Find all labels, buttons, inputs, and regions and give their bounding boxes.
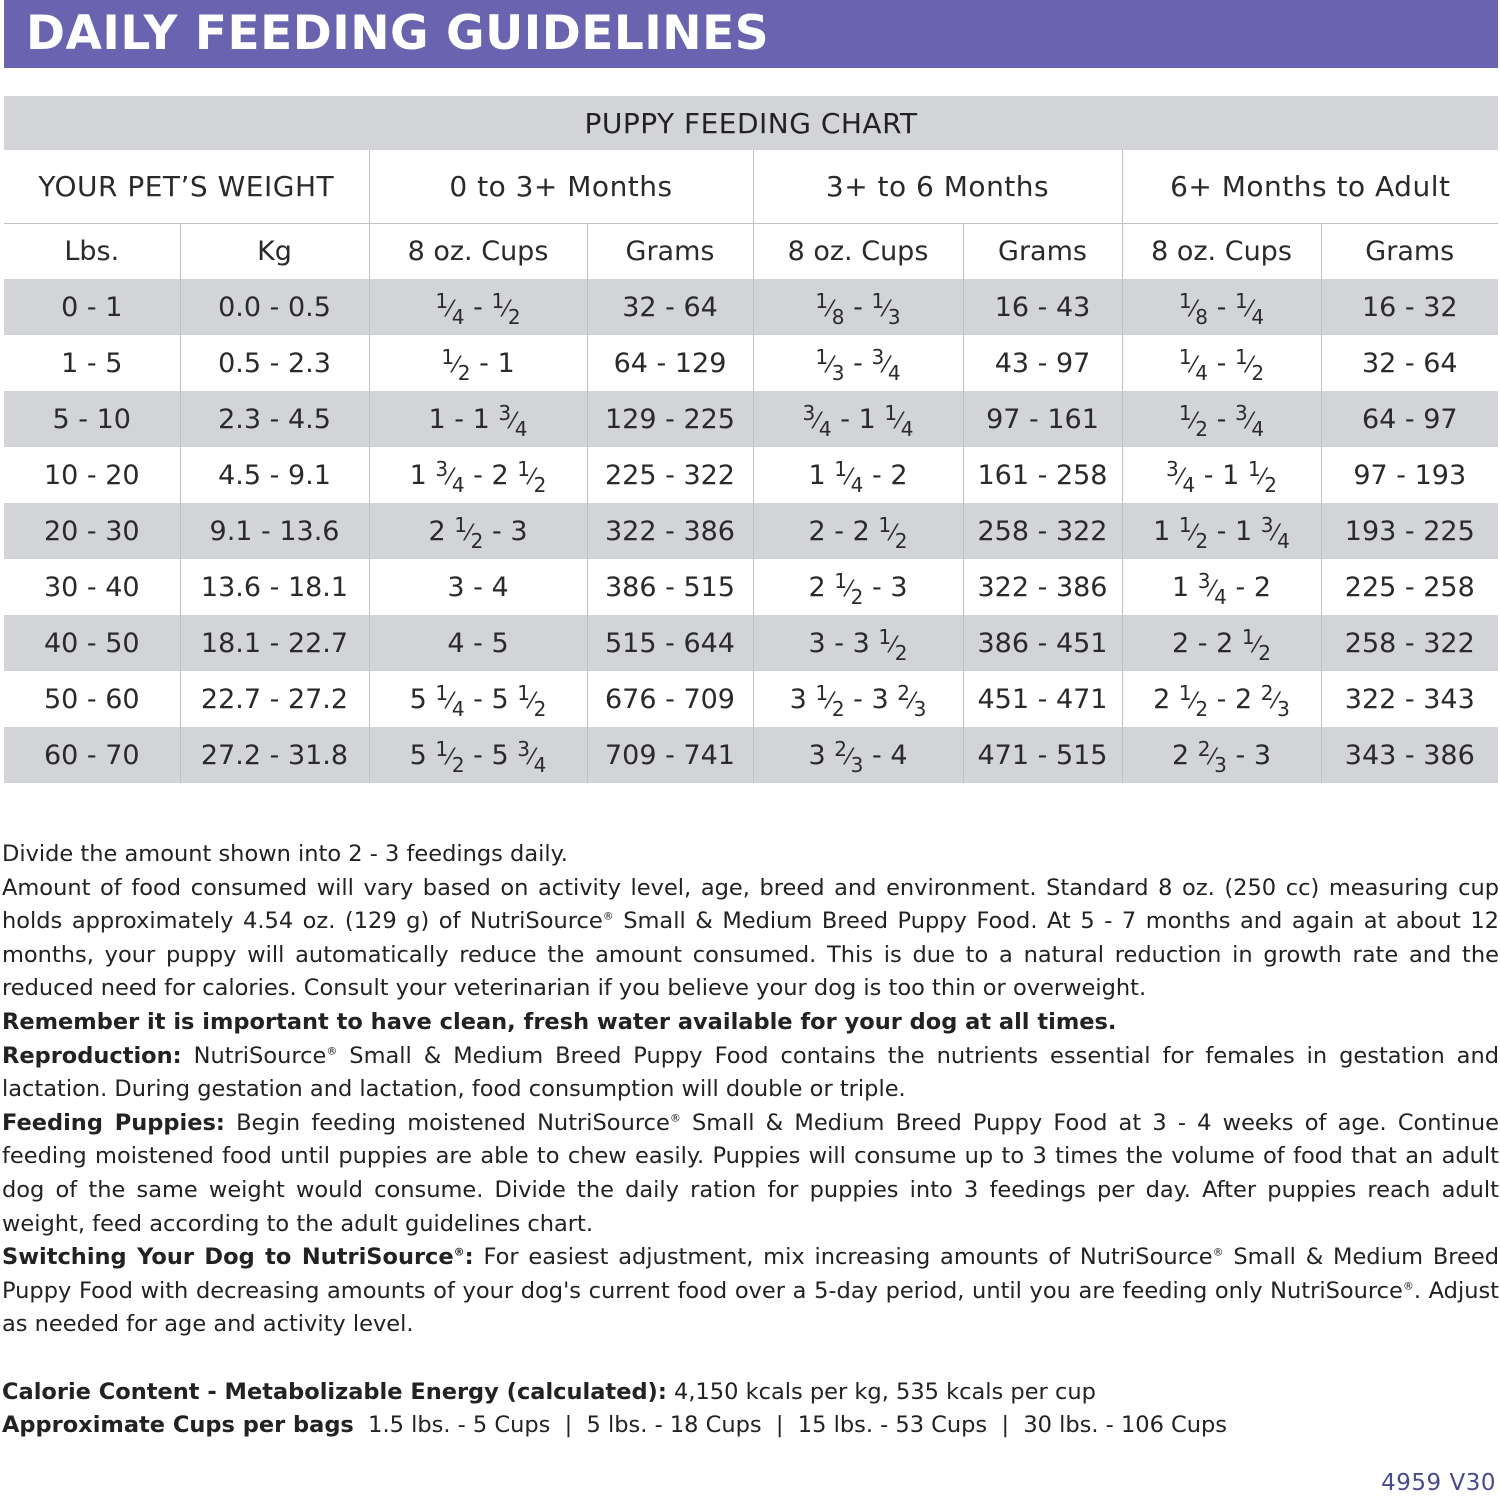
table-cell: 1 - 1 3⁄4 [369, 391, 587, 447]
unit-header: Grams [963, 224, 1122, 280]
table-cell: 3 2⁄3 - 4 [753, 727, 963, 783]
table-cell: 3 - 4 [369, 559, 587, 615]
table-row [4, 671, 1498, 727]
table-cell: 4.5 - 9.1 [180, 447, 369, 503]
table-cell: 97 - 161 [963, 391, 1122, 447]
table-cell: 32 - 64 [1321, 335, 1498, 391]
unit-header: 8 oz. Cups [753, 224, 963, 280]
table-cell: 64 - 97 [1321, 391, 1498, 447]
table-cell: 20 - 30 [4, 503, 180, 559]
table-cell: 5 1⁄2 - 5 3⁄4 [369, 727, 587, 783]
table-row [4, 559, 1498, 615]
table-row [4, 503, 1498, 559]
table-cell: 193 - 225 [1321, 503, 1498, 559]
table-cell: 225 - 322 [587, 447, 753, 503]
unit-header: 8 oz. Cups [1122, 224, 1321, 280]
table-cell: 18.1 - 22.7 [180, 615, 369, 671]
table-cell: 2.3 - 4.5 [180, 391, 369, 447]
table-cell: 322 - 386 [963, 559, 1122, 615]
unit-header: Lbs. [64, 236, 120, 267]
table-cell: 3⁄4 - 1 1⁄4 [753, 391, 963, 447]
table-cell: 5 - 10 [4, 391, 180, 447]
table-cell: 1⁄3 - 3⁄4 [753, 335, 963, 391]
table-cell: 9.1 - 13.6 [180, 503, 369, 559]
table-cell: 32 - 64 [587, 279, 753, 335]
table-cell: 5 1⁄4 - 5 1⁄2 [369, 671, 587, 727]
feeding-notes [2, 838, 1499, 1443]
age-group-header: 6+ Months to Adult [1122, 150, 1498, 224]
table-cell: 1⁄2 - 3⁄4 [1122, 391, 1321, 447]
table-cell: 16 - 43 [963, 279, 1122, 335]
table-row [4, 447, 1498, 503]
note-amount: Amount of food consumed will vary based on activity level, age, breed and environment. Standard 8 oz. (250 cc) measuring cup holds approximately 4.54 oz. (129 g) of NutriSource® Small & Medium Breed Puppy Food. At 5 - 7 months and again at about 12 months, your puppy will automatically reduce the amount consumed. This is due to a natural reduction in growth rate and the reduced need for calories. Consult your veterinarian if you believe your dog is too thin or overweight. [2, 874, 1499, 1002]
table-cell: 1 3⁄4 - 2 1⁄2 [369, 447, 587, 503]
table-cell: 343 - 386 [1321, 727, 1498, 783]
product-code: 4959 V30 [1381, 1470, 1496, 1496]
note-calorie-content: Calorie Content - Metabolizable Energy (calculated): 4,150 kcals per kg, 535 kcals per cup [2, 1378, 1096, 1405]
age-group-header: 3+ to 6 Months [753, 150, 1122, 224]
table-row [4, 279, 1498, 335]
table-cell: 43 - 97 [963, 335, 1122, 391]
table-cell: 2 1⁄2 - 3 [753, 559, 963, 615]
table-cell: 451 - 471 [963, 671, 1122, 727]
table-cell: 16 - 32 [1321, 279, 1498, 335]
table-cell: 30 - 40 [43, 571, 140, 603]
table-cell: 1⁄8 - 1⁄3 [753, 279, 963, 335]
age-group-header: 0 to 3+ Months [369, 150, 753, 224]
table-cell: 27.2 - 31.8 [180, 727, 369, 783]
table-cell: 258 - 322 [1321, 615, 1498, 671]
table-cell: 4 - 5 [369, 615, 587, 671]
table-cell: 322 - 343 [1321, 671, 1498, 727]
table-cell: 386 - 451 [963, 615, 1122, 671]
note-switching: Switching Your Dog to NutriSource®: For easiest adjustment, mix increasing amounts of NutriSource® Small & Medium Breed Puppy Food with decreasing amounts of your dog's current food over a 5-day period, until you are feeding only NutriSource®. Adjust as needed for age and activity level. [2, 1244, 1499, 1338]
table-cell: 1 - 5 [61, 347, 123, 379]
table-cell: 97 - 193 [1321, 447, 1498, 503]
note-cups-per-bag: Approximate Cups per bags 1.5 lbs. - 5 Cups | 5 lbs. - 18 Cups | 15 lbs. - 53 Cups | 30 lbs. - 106 Cups [2, 1412, 1228, 1439]
table-cell: 2 2⁄3 - 3 [1122, 727, 1321, 783]
table-cell: 709 - 741 [587, 727, 753, 783]
table-cell: 1 1⁄4 - 2 [753, 447, 963, 503]
table-cell: 13.6 - 18.1 [180, 559, 369, 615]
chart-title: PUPPY FEEDING CHART [4, 96, 1498, 150]
table-cell: 129 - 225 [587, 391, 753, 447]
table-cell: 1 1⁄2 - 1 3⁄4 [1122, 503, 1321, 559]
table-cell: 1⁄8 - 1⁄4 [1122, 279, 1321, 335]
table-cell: 3 1⁄2 - 3 2⁄3 [753, 671, 963, 727]
table-cell: 2 - 2 1⁄2 [753, 503, 963, 559]
page-title: DAILY FEEDING GUIDELINES [26, 6, 770, 61]
note-feeding-puppies: Feeding Puppies: Begin feeding moistened NutriSource® Small & Medium Breed Puppy Food at 3 - 4 weeks of age. Continue feeding moistened food until puppies are able to chew easily. Puppies will consume up to 3 times the volume of food that an adult dog of the same weight would consume. Divide the daily ration for puppies into 3 feedings per day. After puppies reach adult weight, feed according to the adult guidelines chart. [2, 1109, 1500, 1237]
table-cell: 3⁄4 - 1 1⁄2 [1122, 447, 1321, 503]
table-cell: 258 - 322 [963, 503, 1122, 559]
note-water: Remember it is important to have clean, fresh water available for your dog at all times. [2, 1008, 1117, 1035]
table-cell: 1⁄2 - 1 [369, 335, 587, 391]
note-divide: Divide the amount shown into 2 - 3 feedings daily. [2, 841, 568, 867]
page-title-banner [4, 0, 1498, 68]
table-cell: 386 - 515 [587, 559, 753, 615]
table-row [4, 615, 1498, 671]
table-cell: 22.7 - 27.2 [180, 671, 369, 727]
table-cell: 515 - 644 [587, 615, 753, 671]
table-row [4, 335, 1498, 391]
table-cell: 10 - 20 [43, 459, 140, 491]
table-cell: 2 - 2 1⁄2 [1122, 615, 1321, 671]
table-cell: 60 - 70 [4, 727, 180, 783]
table-cell: 50 - 60 [43, 683, 140, 715]
table-cell: 3 - 3 1⁄2 [753, 615, 963, 671]
unit-header: Grams [587, 224, 753, 280]
table-cell: 0 - 1 [4, 279, 180, 335]
puppy-feeding-chart [4, 96, 1498, 783]
unit-header: Grams [1321, 224, 1498, 280]
table-cell: 322 - 386 [587, 503, 753, 559]
table-cell: 1 3⁄4 - 2 [1122, 559, 1321, 615]
table-cell: 64 - 129 [587, 335, 753, 391]
weight-header: YOUR PET’S WEIGHT [4, 150, 369, 224]
table-cell: 225 - 258 [1321, 559, 1498, 615]
table-cell: 1⁄4 - 1⁄2 [1122, 335, 1321, 391]
table-cell: 0.5 - 2.3 [180, 335, 369, 391]
table-cell: 676 - 709 [587, 671, 753, 727]
chart-body [4, 279, 1498, 783]
unit-header: Kg [180, 224, 369, 280]
table-cell: 0.0 - 0.5 [180, 279, 369, 335]
table-row [4, 727, 1498, 783]
unit-header-row [4, 224, 1498, 280]
table-cell: 2 1⁄2 - 2 2⁄3 [1122, 671, 1321, 727]
table-cell: 40 - 50 [4, 615, 180, 671]
table-cell: 471 - 515 [963, 727, 1122, 783]
note-reproduction: Reproduction: NutriSource® Small & Medium Breed Puppy Food contains the nutrients essential for females in gestation and lactation. During gestation and lactation, food consumption will double or triple. [2, 1042, 1499, 1103]
table-cell: 161 - 258 [963, 447, 1122, 503]
table-cell: 1⁄4 - 1⁄2 [369, 279, 587, 335]
table-cell: 2 1⁄2 - 3 [369, 503, 587, 559]
table-row [4, 391, 1498, 447]
unit-header: 8 oz. Cups [369, 224, 587, 280]
